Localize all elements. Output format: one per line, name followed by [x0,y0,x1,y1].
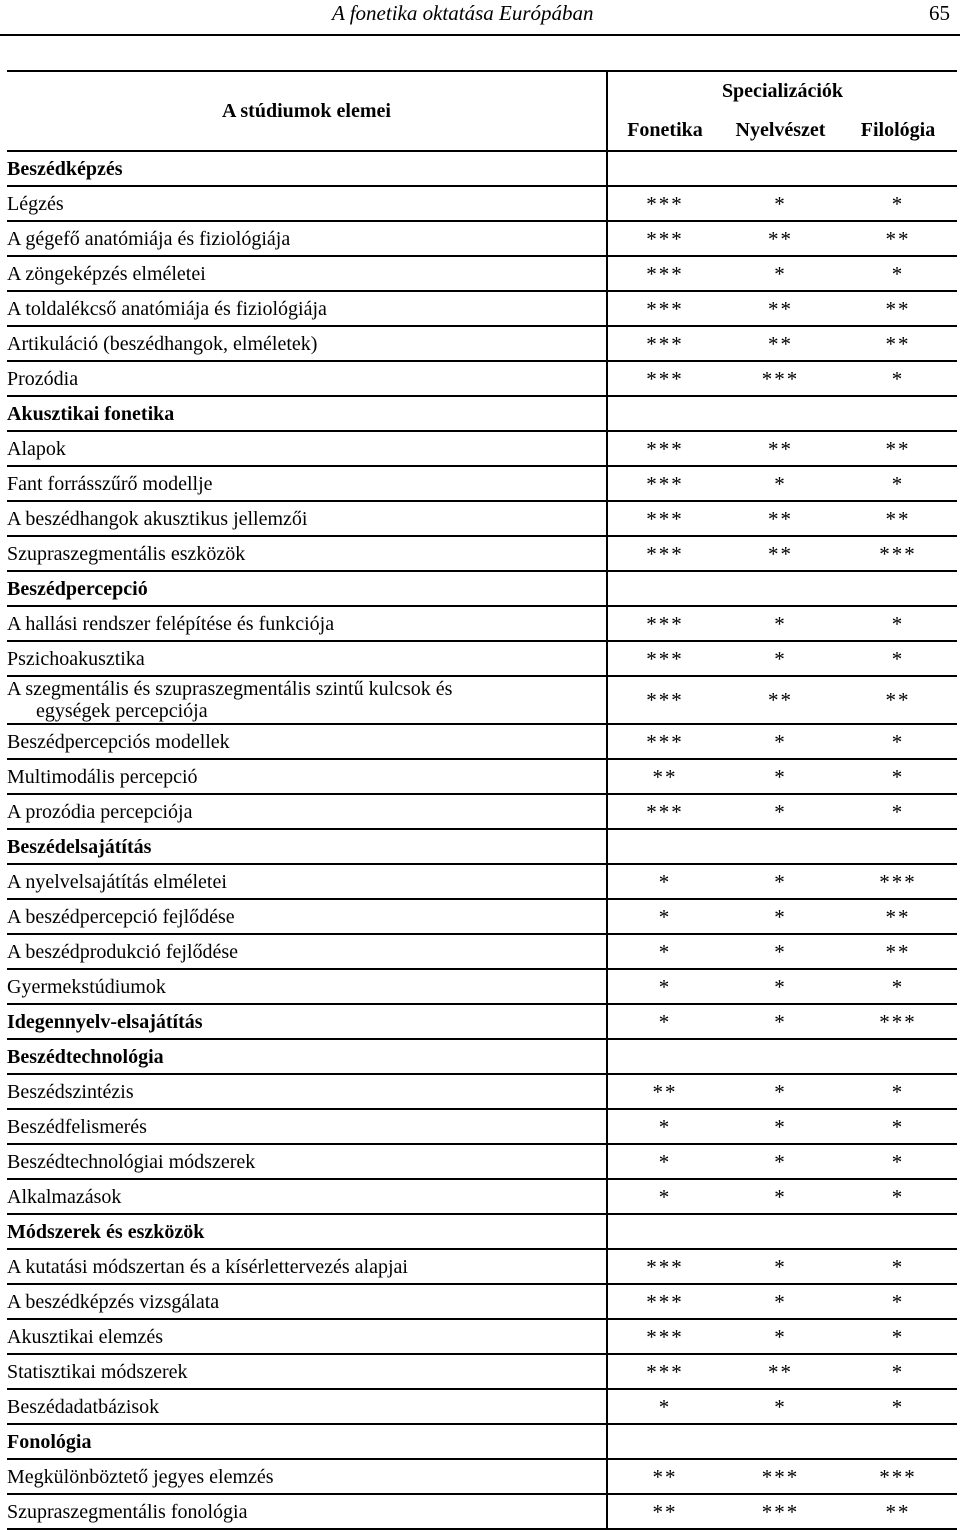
fonetika-value: *** [607,1319,722,1354]
fonetika-value [607,1424,722,1459]
section-label: Beszédtechnológia [7,1045,164,1068]
row-label: Fant forrásszűrő modellje [7,472,213,495]
filologia-value: * [891,729,905,754]
fonetika-value: *** [607,361,722,396]
column-header-nyelveszet: Nyelvészet [735,119,826,141]
table-row [7,256,957,291]
filologia-value: *** [879,869,917,894]
row-label: Prozódia [7,367,79,390]
nyelveszet-value: * [774,904,787,929]
nyelveszet-value: * [774,1079,787,1104]
table-row [7,969,957,1004]
fonetika-value: ** [607,1494,722,1529]
running-head-title: A fonetika oktatása Európában [332,1,594,25]
nyelveszet-value: *** [761,1464,800,1489]
table-row [7,1109,957,1144]
nyelveszet-value: * [774,869,787,894]
row-label: Gyermekstúdiumok [7,975,166,998]
table-row [7,1319,957,1354]
nyelveszet-value: * [774,191,787,216]
table-row [7,1074,957,1109]
nyelveszet-value: ** [768,506,793,531]
nyelveszet-value: * [774,646,787,671]
section-label: Módszerek és eszközök [7,1220,205,1243]
row-label: Statisztikai módszerek [7,1360,188,1383]
table-row [7,466,957,501]
fonetika-value: *** [607,1249,722,1284]
nyelveszet-value: ** [768,688,793,712]
filologia-value: ** [885,904,911,929]
nyelveszet-value [722,396,839,431]
nyelveszet-value [722,151,839,186]
nyelveszet-value: * [774,729,787,754]
section-label: Akusztikai fonetika [7,402,175,425]
nyelveszet-value: * [774,1114,787,1139]
section-row [7,829,957,864]
filologia-value: * [891,1324,905,1349]
table-row [7,641,957,676]
filologia-value: * [891,1394,905,1419]
table-row [7,536,957,571]
nyelveszet-value: * [774,1254,787,1279]
table-row [7,899,957,934]
fonetika-value: * [607,934,722,969]
filologia-value: * [891,764,905,789]
fonetika-value: *** [607,794,722,829]
row-label: A zöngeképzés elméletei [7,262,206,285]
section-row [7,1039,957,1074]
row-label: Alkalmazások [7,1185,122,1208]
filologia-value [839,1039,957,1074]
nyelveszet-value: * [774,1009,787,1034]
filologia-value [839,571,957,606]
section-label: Beszédpercepció [7,577,148,600]
row-label: Szupraszegmentális fonológia [7,1500,248,1523]
filologia-value: * [891,1079,905,1104]
filologia-value [839,396,957,431]
table-row [7,1249,957,1284]
fonetika-value [607,571,722,606]
table-row [7,1494,957,1529]
table-row [7,291,957,326]
fonetika-value: *** [607,466,722,501]
fonetika-value [607,1039,722,1074]
nyelveszet-value: * [774,1289,787,1314]
filologia-value: * [891,1289,905,1314]
fonetika-value: *** [607,724,722,759]
fonetika-value: *** [607,676,722,724]
table-row [7,794,957,829]
fonetika-value: *** [607,536,722,571]
specializations-header: Specializációk [607,71,957,110]
row-label: A kutatási módszertan és a kísérlettervezés alapjai [7,1255,408,1278]
fonetika-value: ** [607,1459,722,1494]
fonetika-value: * [607,969,722,1004]
table-row [7,724,957,759]
table-row [7,186,957,221]
table-row [7,501,957,536]
row-label: Multimodális percepció [7,765,198,788]
nyelveszet-value: ** [768,1359,793,1384]
page-number: 65 [929,1,950,25]
row-label: A toldalékcső anatómiája és fiziológiája [7,297,327,320]
row-label-line: A szegmentális és szupraszegmentális szintű kulcsok és [7,678,453,700]
table-row [7,1179,957,1214]
table-row [7,1459,957,1494]
fonetika-value: *** [607,256,722,291]
row-label: Légzés [7,192,64,215]
nyelveszet-value: * [774,764,787,789]
row-header: A stúdiumok elemei [7,71,607,151]
row-label: A beszédképzés vizsgálata [7,1290,220,1313]
nyelveszet-value: * [774,471,787,496]
filologia-value: * [891,974,905,999]
table-row [7,1284,957,1319]
fonetika-value: * [607,1389,722,1424]
filologia-value: *** [879,541,917,566]
section-row [7,1424,957,1459]
filologia-value: ** [885,688,911,712]
row-label: Pszichoakusztika [7,647,145,670]
fonetika-value: *** [607,431,722,466]
nyelveszet-value [722,1424,839,1459]
section-label: Fonológia [7,1430,92,1453]
fonetika-value: *** [607,291,722,326]
fonetika-value [607,151,722,186]
section-row [7,1214,957,1249]
fonetika-value: *** [607,326,722,361]
section-row [7,396,957,431]
fonetika-value: * [607,1179,722,1214]
row-label [7,676,607,724]
row-label: Megkülönböztető jegyes elemzés [7,1465,274,1488]
row-label: A beszédpercepció fejlődése [7,905,235,928]
row-label: A beszédhangok akusztikus jellemzői [7,507,308,530]
row-label: Alapok [7,437,66,460]
column-header-filologia: Filológia [860,119,936,141]
filologia-value: * [891,646,905,671]
row-label-line: egységek percepciója [36,700,208,722]
nyelveszet-value [722,829,839,864]
row-label: Beszédtechnológiai módszerek [7,1150,256,1173]
filologia-value: ** [885,939,911,964]
row-label: Akusztikai elemzés [7,1325,164,1348]
fonetika-value [607,1214,722,1249]
filologia-value: ** [885,296,911,321]
row-label: A hallási rendszer felépítése és funkciója [7,612,335,635]
filologia-value: * [891,191,905,216]
nyelveszet-value: ** [768,541,793,566]
row-label: Beszédszintézis [7,1080,134,1103]
nyelveszet-value: * [774,1149,787,1174]
section-label: Idegennyelv-elsajátítás [7,1010,203,1033]
table-row [7,326,957,361]
row-label: Beszédpercepciós modellek [7,730,230,753]
fonetika-value: *** [607,221,722,256]
fonetika-value [607,396,722,431]
filologia-value [839,829,957,864]
section-row [7,151,957,186]
fonetika-value [607,829,722,864]
nyelveszet-value: *** [761,1499,800,1524]
row-label: A gégefő anatómiája és fiziológiája [7,227,291,250]
filologia-value: * [891,611,905,636]
fonetika-value: * [607,1109,722,1144]
fonetika-value: *** [607,1354,722,1389]
section-row [7,1004,957,1039]
table-row [7,676,957,724]
running-head [0,0,960,36]
section-label: Beszédelsajátítás [7,835,152,858]
row-label: A prozódia percepciója [7,800,193,823]
filologia-value: *** [879,1464,917,1489]
fonetika-value: * [607,864,722,899]
filologia-value [839,1424,957,1459]
fonetika-value: *** [607,641,722,676]
row-label: Artikuláció (beszédhangok, elméletek) [7,332,318,355]
table-row [7,1354,957,1389]
nyelveszet-value: * [774,611,787,636]
nyelveszet-value: ** [768,436,793,461]
filologia-value: * [891,1114,905,1139]
fonetika-value: *** [607,501,722,536]
row-label: Beszédadatbázisok [7,1395,160,1418]
column-header-fonetika: Fonetika [607,110,722,151]
filologia-value [839,1214,957,1249]
fonetika-value: *** [607,1284,722,1319]
fonetika-value: * [607,899,722,934]
filologia-value: ** [885,1499,911,1524]
nyelveszet-value: * [774,974,787,999]
nyelveszet-value: * [774,261,787,286]
nyelveszet-value [722,1039,839,1074]
filologia-value: * [891,1149,905,1174]
fonetika-value: ** [607,1074,722,1109]
nyelveszet-value: * [774,799,787,824]
filologia-value: * [891,1359,905,1384]
filologia-value: ** [885,506,911,531]
row-label: Beszédfelismerés [7,1115,147,1138]
nyelveszet-value: * [774,1184,787,1209]
table-row [7,606,957,641]
table-row [7,361,957,396]
fonetika-value: * [607,1004,722,1039]
nyelveszet-value: * [774,939,787,964]
fonetika-value: * [607,1144,722,1179]
fonetika-value: *** [607,186,722,221]
filologia-value: * [891,366,905,391]
filologia-value: *** [879,1009,917,1034]
filologia-value: ** [885,226,911,251]
nyelveszet-value: *** [761,366,800,391]
nyelveszet-value: * [774,1324,787,1349]
filologia-value: * [891,471,905,496]
table-row [7,934,957,969]
row-label: A beszédprodukció fejlődése [7,940,239,963]
table-row [7,864,957,899]
fonetika-value: *** [607,606,722,641]
filologia-value: ** [885,436,911,461]
fonetika-value: ** [607,759,722,794]
row-label: Szupraszegmentális eszközök [7,542,246,565]
nyelveszet-value: ** [768,226,793,251]
filologia-value: * [891,799,905,824]
nyelveszet-value: ** [768,296,793,321]
table-row [7,759,957,794]
nyelveszet-value: * [774,1394,787,1419]
filologia-value: * [891,261,905,286]
filologia-value: ** [885,331,911,356]
row-label: A nyelvelsajátítás elméletei [7,870,227,893]
table-row [7,1144,957,1179]
table-row [7,1389,957,1424]
specialization-table [7,70,957,1530]
section-row [7,571,957,606]
filologia-value [839,151,957,186]
nyelveszet-value: ** [768,331,793,356]
nyelveszet-value [722,1214,839,1249]
filologia-value: * [891,1184,905,1209]
table-row [7,431,957,466]
nyelveszet-value [722,571,839,606]
section-label: Beszédképzés [7,157,123,180]
table-row [7,221,957,256]
filologia-value: * [891,1254,905,1279]
